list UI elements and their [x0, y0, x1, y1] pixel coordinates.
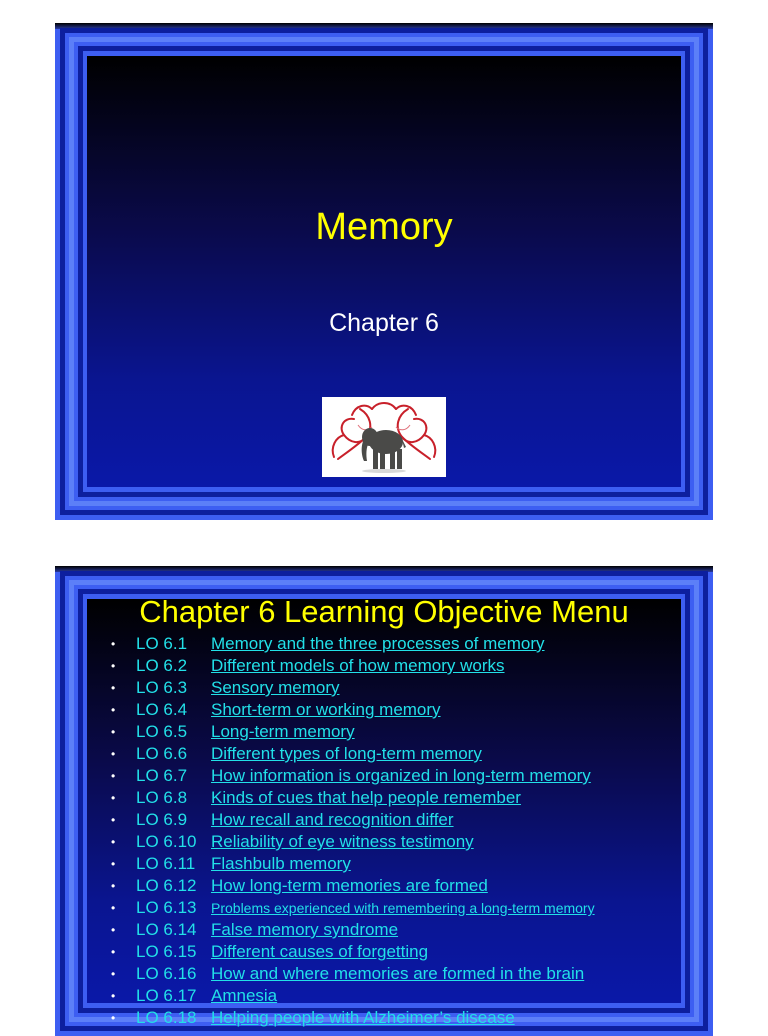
objective-link[interactable]: [136, 677, 339, 699]
objective-code: LO 6.5: [136, 722, 188, 741]
objective-text: Different models of how memory works: [211, 656, 505, 675]
objective-link[interactable]: [136, 963, 584, 985]
objective-link[interactable]: [136, 743, 482, 765]
bullet-icon: •: [111, 901, 116, 915]
objective-link[interactable]: [136, 831, 474, 853]
objective-code: LO 6.2: [136, 656, 188, 675]
objective-link[interactable]: [136, 985, 277, 1007]
slide-content: [87, 56, 681, 487]
bullet-icon: •: [111, 989, 116, 1003]
objective-text: How long-term memories are formed: [211, 876, 488, 895]
objective-code: LO 6.13: [136, 898, 197, 917]
bullet-icon: •: [111, 945, 116, 959]
bullet-icon: •: [111, 769, 116, 783]
objective-link[interactable]: [136, 941, 428, 963]
objective-link[interactable]: [136, 809, 454, 831]
objective-code: LO 6.6: [136, 744, 188, 763]
objective-link[interactable]: [136, 897, 595, 919]
objective-text: Problems experienced with remembering a long-term memory: [211, 900, 595, 916]
objective-link[interactable]: [136, 853, 351, 875]
objective-code: LO 6.17: [136, 986, 197, 1005]
objective-code: LO 6.8: [136, 788, 188, 807]
objective-text: Helping people with Alzheimer’s disease: [211, 1008, 515, 1027]
objective-text: How and where memories are formed in the brain: [211, 964, 585, 983]
objective-link[interactable]: [136, 919, 398, 941]
title-slide: [55, 23, 713, 520]
bullet-icon: •: [111, 791, 116, 805]
slide-subtitle: Chapter 6: [329, 309, 439, 337]
bullet-icon: •: [111, 747, 116, 761]
bullet-icon: •: [111, 967, 116, 981]
objective-text: Different types of long-term memory: [211, 744, 482, 763]
objective-link[interactable]: [136, 633, 545, 655]
bullet-icon: •: [111, 681, 116, 695]
bullet-icon: •: [111, 659, 116, 673]
objective-link[interactable]: [136, 875, 488, 897]
slide-title: Chapter 6 Learning Objective Menu: [139, 594, 629, 629]
objective-text: Sensory memory: [211, 678, 340, 697]
objective-text: Kinds of cues that help people remember: [211, 788, 521, 807]
objective-text: False memory syndrome: [211, 920, 399, 939]
objective-code: LO 6.9: [136, 810, 188, 829]
slide-content: [87, 594, 681, 1027]
objective-text: Short-term or working memory: [211, 700, 441, 719]
objective-code: LO 6.18: [136, 1008, 197, 1027]
objective-text: Long-term memory: [211, 722, 355, 741]
objectives-slide: [55, 566, 713, 1036]
objective-link[interactable]: [136, 787, 521, 809]
objective-text: Amnesia: [211, 986, 278, 1005]
bullet-icon: •: [111, 835, 116, 849]
objective-code: LO 6.16: [136, 964, 197, 983]
bullet-icon: •: [111, 879, 116, 893]
bullet-icon: •: [111, 813, 116, 827]
objective-link[interactable]: [136, 699, 441, 721]
objective-link[interactable]: [136, 1007, 515, 1029]
objective-link[interactable]: [136, 721, 355, 743]
bullet-icon: •: [111, 637, 116, 651]
objective-code: LO 6.7: [136, 766, 188, 785]
bullet-icon: •: [111, 703, 116, 717]
objective-code: LO 6.3: [136, 678, 188, 697]
objective-code: LO 6.14: [136, 920, 197, 939]
objective-text: Flashbulb memory: [211, 854, 351, 873]
objective-text: How recall and recognition differ: [211, 810, 454, 829]
bullet-icon: •: [111, 923, 116, 937]
objective-text: How information is organized in long-term memory: [211, 766, 591, 785]
objective-text: Reliability of eye witness testimony: [211, 832, 474, 851]
objective-text: Memory and the three processes of memory: [211, 634, 545, 653]
elephant-icon: [322, 397, 446, 477]
objective-code: LO 6.12: [136, 876, 197, 895]
objective-text: Different causes of forgetting: [211, 942, 429, 961]
objective-link[interactable]: [136, 655, 505, 677]
objective-code: LO 6.15: [136, 942, 197, 961]
elephant-brain-image: [322, 397, 446, 477]
bullet-icon: •: [111, 857, 116, 871]
objective-code: LO 6.11: [136, 854, 196, 873]
objective-link[interactable]: [136, 765, 591, 787]
objective-code: LO 6.4: [136, 700, 188, 719]
slide-title: Memory: [315, 206, 453, 248]
bullet-icon: •: [111, 1011, 116, 1025]
bullet-icon: •: [111, 725, 116, 739]
objective-code: LO 6.10: [136, 832, 197, 851]
objective-code: LO 6.1: [136, 634, 188, 653]
